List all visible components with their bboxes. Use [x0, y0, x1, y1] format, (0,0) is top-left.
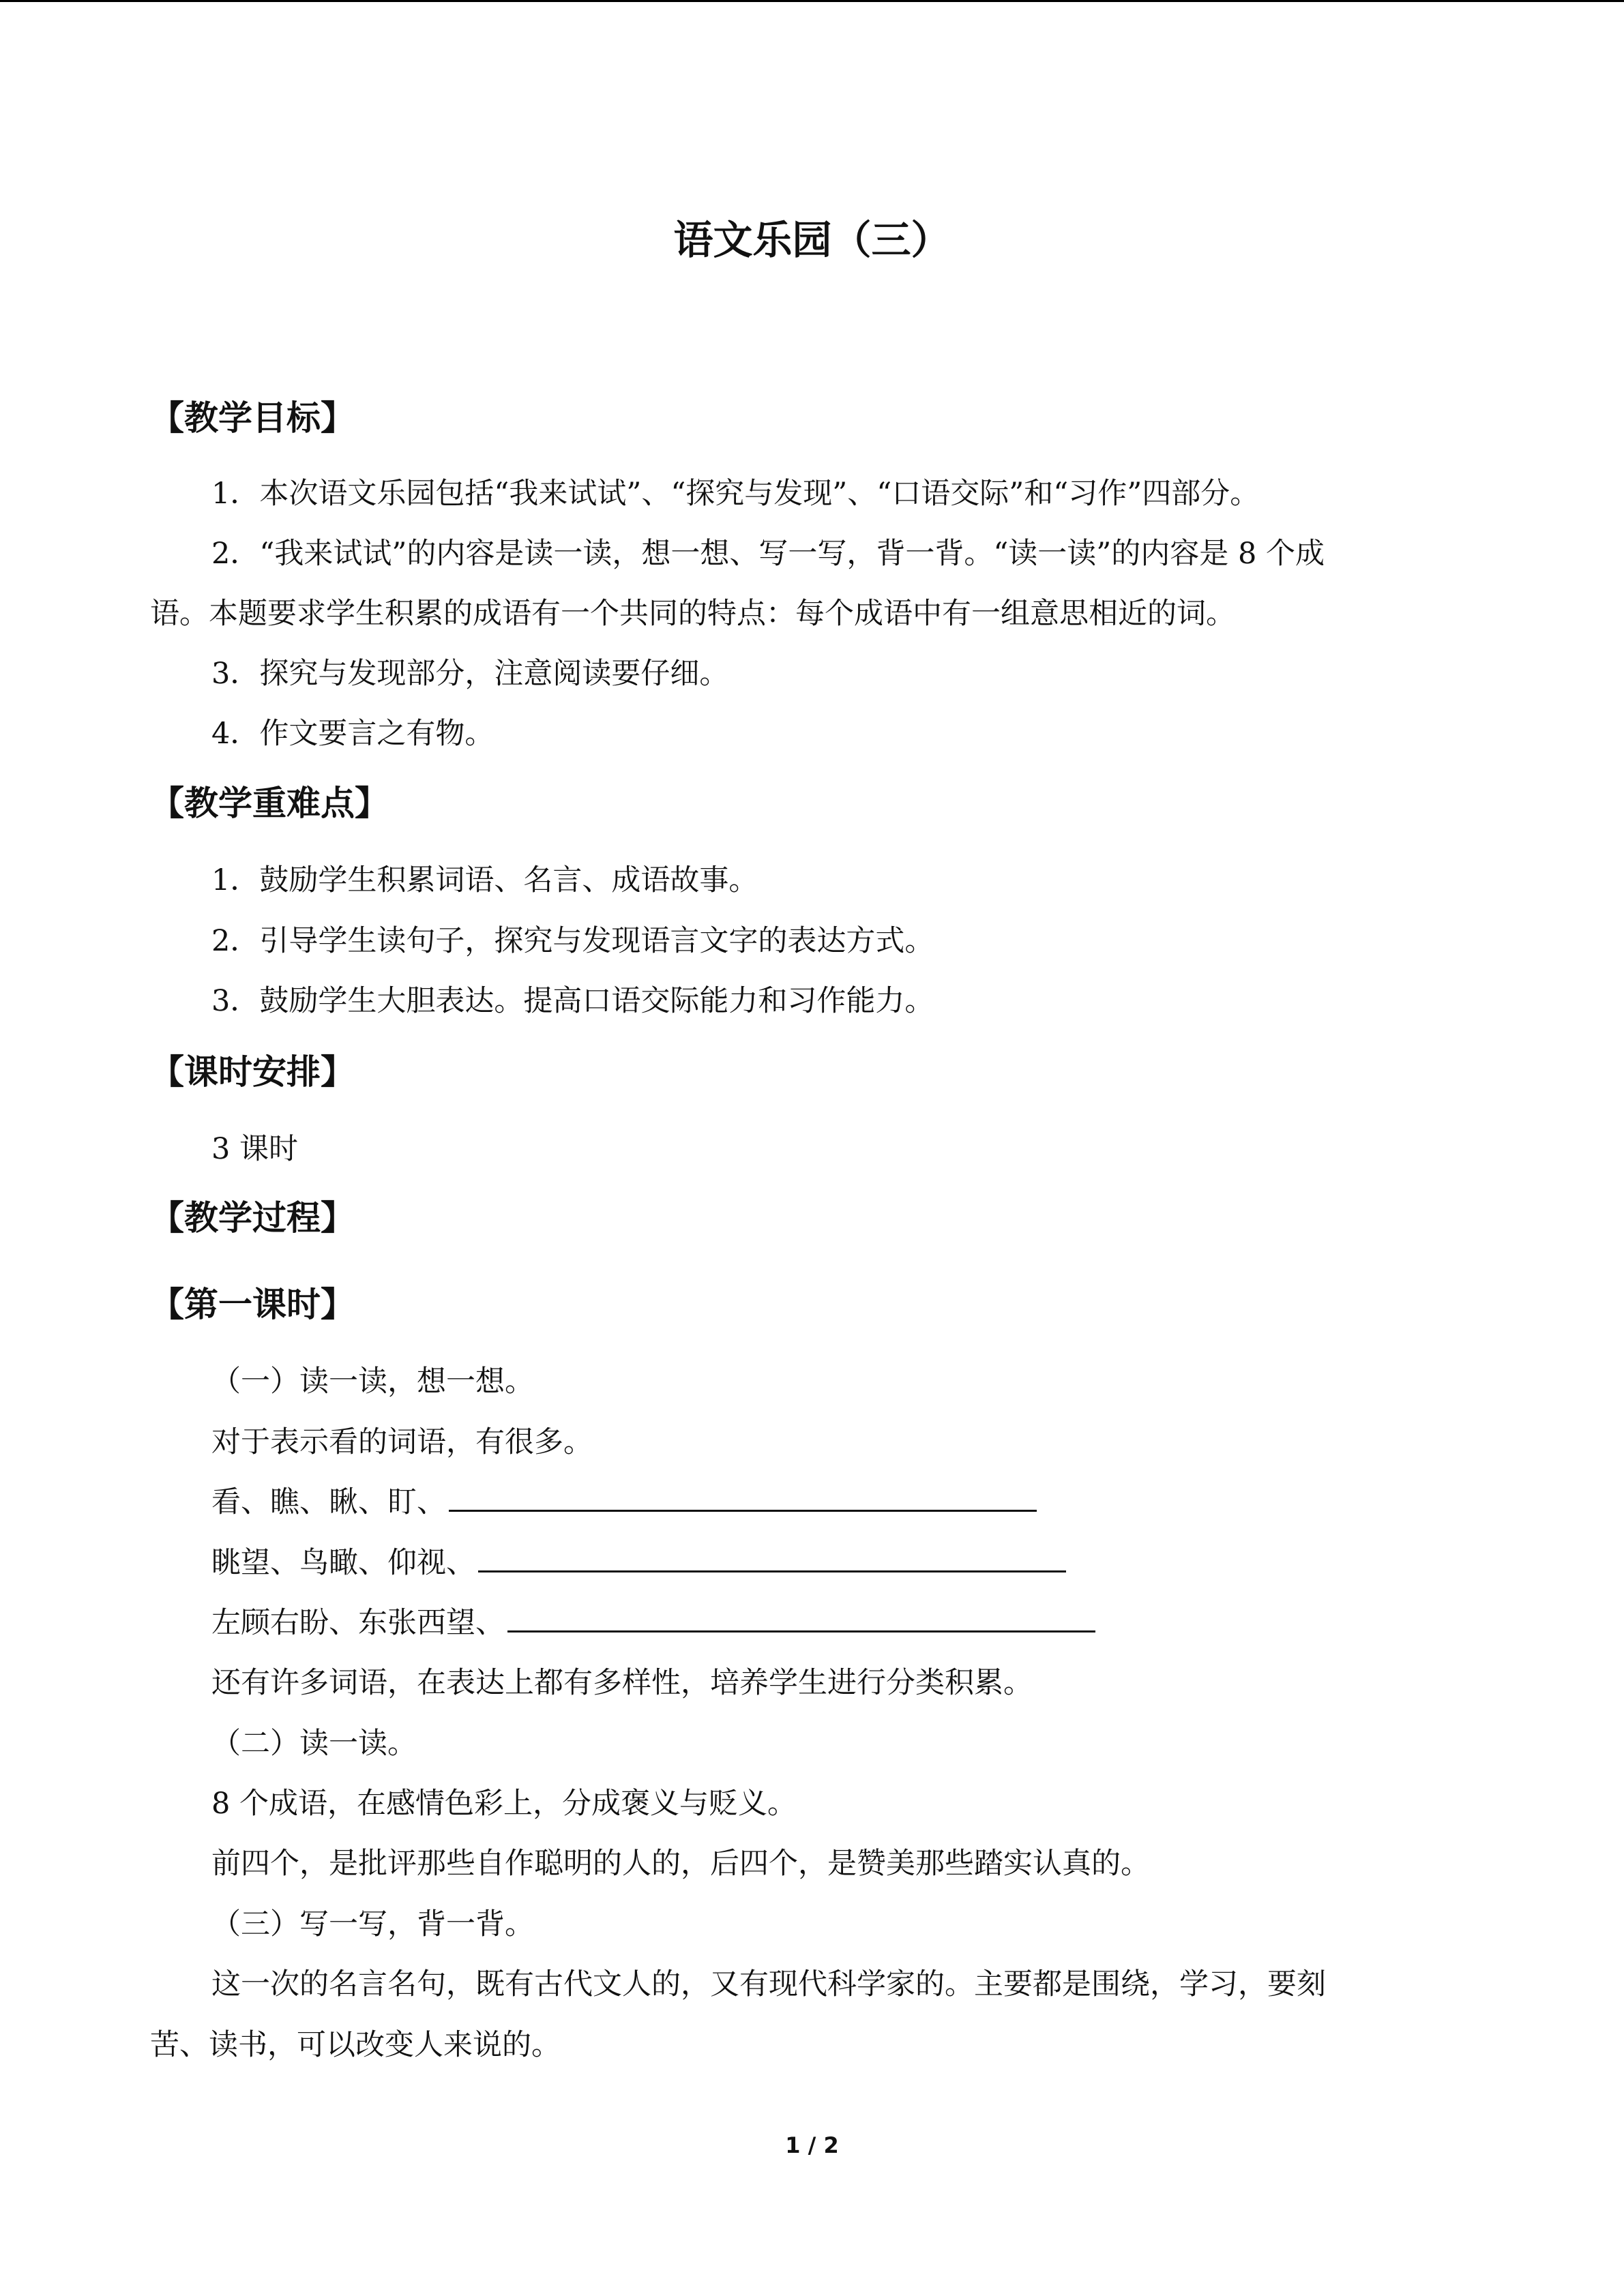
fill-blank-1[interactable]: [449, 1482, 1037, 1512]
objectives-item-1: 1．本次语文乐园包括“我来试试”、“探究与发现”、“口语交际”和“习作”四部分。: [211, 477, 1260, 511]
fill-line-1: [211, 1482, 1037, 1523]
objectives-item-2: 2．“我来试试”的内容是读一读，想一想、写一写，背一背。“读一读”的内容是 8 个成: [211, 537, 1325, 571]
lesson1-quotes-note-cont: 苦、读书，可以改变人来说的。: [150, 2028, 561, 2062]
lesson1-quotes-note: 这一次的名言名句，既有古代文人的，又有现代科学家的。主要都是围绕，学习，要刻: [211, 1967, 1326, 2001]
page-number: 1 / 2: [785, 2132, 839, 2158]
keypoints-item-1: 1．鼓励学生积累词语、名言、成语故事。: [211, 863, 758, 897]
keypoints-item-3: 3．鼓励学生大胆表达。提高口语交际能力和习作能力。: [211, 984, 934, 1018]
objectives-item-3: 3．探究与发现部分，注意阅读要仔细。: [211, 657, 729, 691]
lesson1-idioms-detail: 前四个，是批评那些自作聪明的人的，后四个，是赞美那些踏实认真的。: [211, 1847, 1150, 1881]
lesson1-look-words-intro: 对于表示看的词语，有很多。: [211, 1425, 593, 1459]
keypoints-heading: 【教学重难点】: [150, 784, 389, 823]
lesson1-idioms-note: 8 个成语，在感情色彩上，分成褒义与贬义。: [211, 1787, 797, 1821]
page-title: 语文乐园（三）: [673, 217, 951, 263]
keypoints-item-2: 2．引导学生读句子，探究与发现语言文字的表达方式。: [211, 924, 934, 958]
fill-line-2: [211, 1542, 1066, 1583]
process-heading: 【教学过程】: [150, 1198, 355, 1238]
objectives-item-2-cont: 语。本题要求学生积累的成语有一个共同的特点：每个成语中有一组意思相近的词。: [150, 597, 1235, 631]
lesson1-variety-note: 还有许多词语，在表达上都有多样性，培养学生进行分类积累。: [211, 1666, 1033, 1700]
lesson1-part3-title: （三）写一写，背一背。: [211, 1907, 534, 1941]
fill-line-3: [211, 1602, 1095, 1643]
lesson1-heading: 【第一课时】: [150, 1285, 355, 1324]
schedule-text: 3 课时: [211, 1132, 299, 1166]
lesson1-part1-title: （一）读一读，想一想。: [211, 1365, 534, 1399]
objectives-item-4: 4．作文要言之有物。: [211, 717, 494, 751]
fill-line-1-label: 看、瞧、瞅、盯、: [211, 1485, 446, 1519]
fill-blank-3[interactable]: [507, 1603, 1095, 1632]
fill-blank-2[interactable]: [478, 1543, 1066, 1572]
fill-line-3-label: 左顾右盼、东张西望、: [211, 1606, 505, 1640]
objectives-heading: 【教学目标】: [150, 398, 355, 438]
schedule-heading: 【课时安排】: [150, 1052, 355, 1092]
lesson1-part2-title: （二）读一读。: [211, 1727, 417, 1761]
fill-line-2-label: 眺望、鸟瞰、仰视、: [211, 1546, 475, 1580]
